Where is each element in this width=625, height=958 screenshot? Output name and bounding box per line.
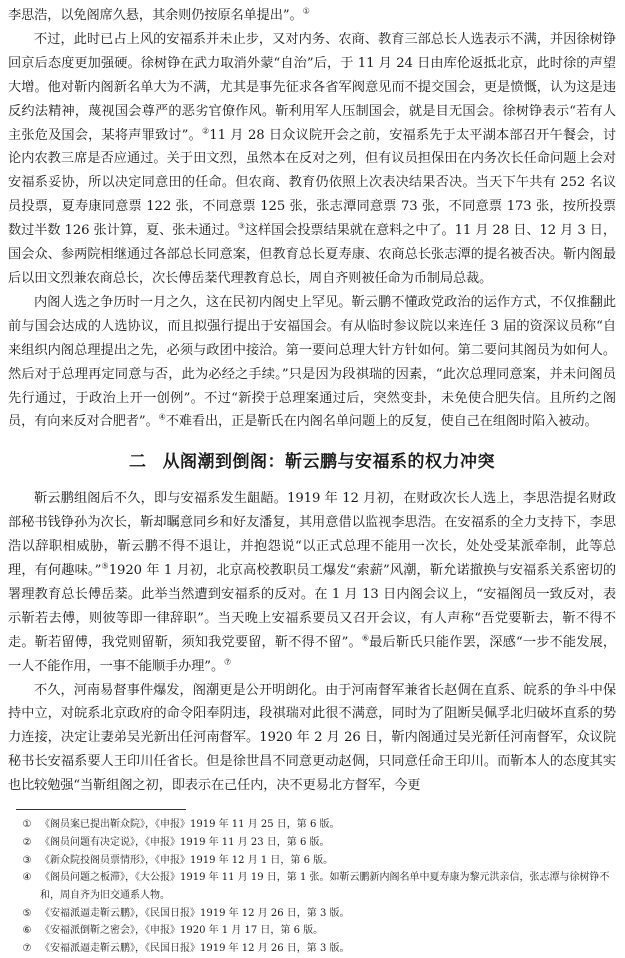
section-heading — [8, 447, 616, 472]
paragraph-1-tail2: 这样国会投票结果就在意料之中了。11 月 28 日、12 月 3 日，国会众、参两院相继通过各部总长同意案，但教育总长夏寿康、农商总长张志潭的提名被否决。靳内阁最后以田文烈兼农商总长，次长傅岳棻代理教育总长，周自齐则被任命为币制局总裁。 — [8, 223, 617, 286]
paragraph-3-text: 靳云鹏组阁后不久，即与安福系发生龃龉。1919 年 12 月初，在财政次长人选上，李思浩提名财政部秘书钱铮孙为次长，靳却瞩意同乡和好友潘复，其用意借以监视李思浩。在安福系的全力支持下，李思浩以辞职相威胁，靳云鹏不得不退让，并抱怨说“以正式总理不能用一次长，处处受某派牵制，此等总理，有何趣味。” — [8, 491, 616, 579]
paragraph-4 — [8, 679, 616, 799]
footnote-mark: ④ — [22, 872, 32, 884]
footnote-ref-6[interactable]: ⑥ — [361, 633, 370, 643]
paragraph-1 — [8, 28, 616, 291]
footnote-6 — [14, 922, 616, 940]
footnote-text: 《安福派逼走靳云鹏》，《民国日报》1919 年 12 月 26 日，第 3 版。 — [40, 907, 350, 919]
paragraph-2-tail: 不难看出，正是靳氏在内阁名单问题上的反复，使自己在组阁时陷入被动。 — [165, 414, 598, 430]
footnote-4 — [14, 869, 616, 904]
footnote-text: 《阁员问题有决定说》，《申报》1919 年 11 月 23 日，第 6 版。 — [40, 836, 330, 848]
footnote-ref-1[interactable]: ① — [302, 6, 310, 16]
footnote-mark: ⑤ — [22, 907, 32, 919]
footnote-ref-3[interactable]: ③ — [237, 221, 245, 231]
footnote-2 — [14, 834, 616, 852]
footnote-divider — [16, 809, 186, 810]
footnote-mark: ⑥ — [22, 925, 32, 937]
footnote-text: 《安福派逼走靳云鹏》，《民国日报》1919 年 12 月 26 日，第 3 版。 — [40, 943, 350, 955]
footnote-text: 《新众院投阁员票情形》，《申报》1919 年 12 月 1 日，第 6 版。 — [40, 854, 334, 866]
section-number: 二 — [129, 452, 147, 473]
footnote-mark: ⑦ — [22, 943, 32, 955]
footnote-mark: ② — [22, 836, 32, 848]
footnote-3 — [14, 852, 616, 870]
paragraph-3-tail2: 最后靳氏只能作罢，深感“一步不能发展，一人不能作用，一事不能顺手办理”。 — [8, 634, 616, 674]
paragraph-2 — [8, 291, 616, 434]
footnote-ref-2[interactable]: ② — [201, 126, 210, 136]
paragraph-0 — [8, 4, 616, 28]
section-title: 从阁潮到倒阁：靳云鹏与安福系的权力冲突 — [162, 452, 495, 473]
footnote-1 — [14, 816, 616, 834]
footnote-ref-7[interactable]: ⑦ — [224, 657, 232, 667]
footnote-mark: ① — [22, 819, 32, 831]
footnote-5 — [14, 905, 616, 923]
footnote-7 — [14, 940, 616, 958]
paragraph-1-tail: 11 月 28 日众议院开会之前，安福系先于太平湖本部召开午餐会，讨论内农教三席是否应通过。关于田文烈，虽然本在反对之列，但有议员担保田在内务次长任命问题上会对安福系妥协，所以决定同意田的任命。但农商、教育仍依照上次表决结果否决。当天下午共有 252 名议员投票，夏寿康同意票 122 张，不同意票 125 张，张志潭同意票 73 张，不同意票 173 张，按所投票数过半数 126 张计算，夏、张未通过。 — [8, 127, 616, 239]
paragraph-1-text: 不过，此时已占上风的安福系并未止步，又对内务、农商、教育三部总长人选表示不满，并因徐树铮回京后态度更加强硬。徐树铮在武力取消外蒙“自治”后，于 11 月 24 日由库伦返抵北京，此时徐的声望大增。他对靳内阁新名单大为不满，尤其是事先征求各省军阀意见而不提交国会，更是愤慨，认为这是违反约法精神，蔑视国会尊严的恶劣官僚作风。靳利用军人压制国会，就是目无国会。徐树铮表示“若有人主张危及国会，某将声罪致讨”。 — [8, 31, 616, 143]
footnote-ref-4[interactable]: ④ — [158, 413, 166, 423]
paragraph-0-text: 李思浩，以免阁席久悬，其余则仍按原名单提出”。 — [8, 8, 303, 23]
paragraph-4-text: 不久，河南易督事件爆发，阁潮更是公开明朗化。由于河南督军兼省长赵倜在直系、皖系的争斗中保持中立，对皖系北京政府的命令阳奉阴违，段祺瑞对此很不满意，同时为了阻断吴佩孚北归破坏直系的势力连接，决定让妻弟吴光新出任河南督军。1920 年 2 月 26 日，靳内阁通过吴光新任河南督军，众议院秘书长安福系要人王印川任省长。但是徐世昌不同意更动赵倜，只同意任命王印川。而靳本人的态度其实也比较勉强“当靳组阁之初，即表示在己任内，决不更易北方督军，今更 — [8, 682, 616, 794]
paragraph-2-text: 内阁人选之争历时一月之久，这在民初内阁史上罕见。靳云鹏不懂政党政治的运作方式，不仅推翻此前与国会达成的人选协议，而且拟强行提出于安福国会。有从临时参议院以来连任 3 届的资深议员称“自来组织内阁总理提出之先，必须与政团中接洽。第一要问总理大针方针如何。第二要问其阁员为如何人。然后对于总理再定同意与否，此为必经之手续。”只是因为段祺瑞的因素，“此次总理同意案，并未问阁员先行通过，于政治上开一创例”。不过“新揆于总理案通过后，突然变卦，未免使合肥失信。且所约之阁员，有向来反对合肥者”。 — [8, 294, 616, 430]
footnote-text: 《安福派倒靳之密会》，《申报》1920 年 1 月 17 日，第 6 版。 — [40, 925, 324, 937]
paragraph-3 — [8, 487, 616, 678]
paragraph-3-tail: 1920 年 1 月初，北京高校教职员工爆发“索薪”风潮，靳允诺撤换与安福系关系密切的署理教育总长傅岳棻。此举当然遭到安福系的反对。在 1 月 13 日内阁会议上，“安福阁员一致反对，表示靳若去傅，则彼等即一律辞职”。当天晚上安福系要员又召开会议，有人声称“吾党要靳去，靳不得不走。靳若留傅，我党则留靳，须知我党要留，靳不得不留”。 — [8, 563, 616, 650]
footnote-text: 《阁员问题之板滞》，《大公报》1919 年 11 月 19 日，第 1 张。如靳云鹏新内阁名单中夏寿康为黎元洪亲信，张志潭与徐树铮不和，周自齐为旧交通系人物。 — [40, 872, 610, 901]
footnotes — [8, 816, 616, 958]
footnote-text: 《阁员案已提出靳众院》，《申报》1919 年 11 月 25 日，第 6 版。 — [40, 819, 340, 831]
footnote-mark: ③ — [22, 854, 32, 866]
footnote-ref-5[interactable]: ⑤ — [101, 561, 109, 571]
